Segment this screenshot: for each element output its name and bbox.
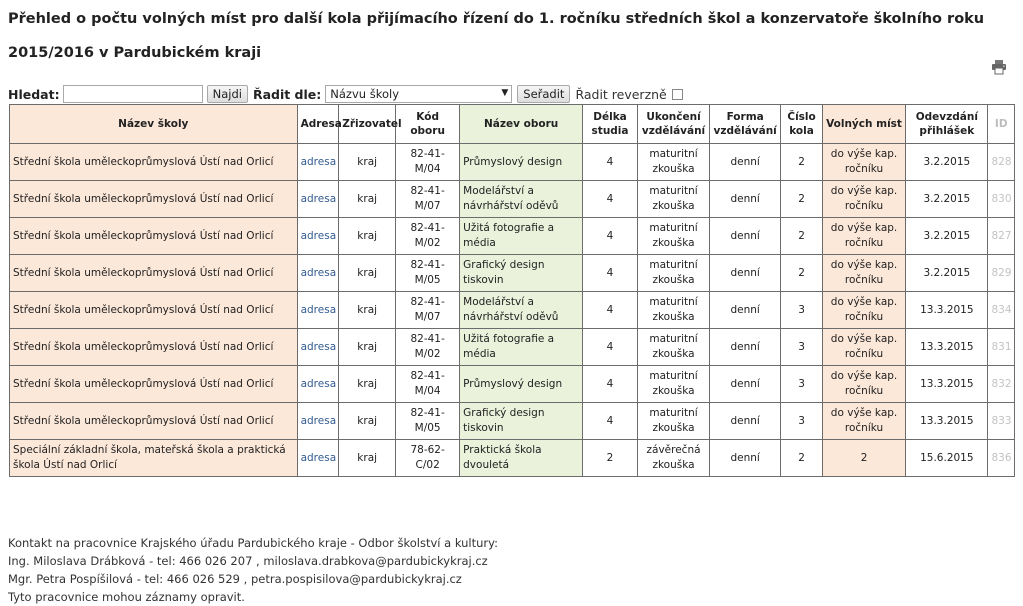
cell-id: 834 xyxy=(988,292,1015,329)
cell-address xyxy=(297,329,339,366)
cell-address xyxy=(297,292,339,329)
cell-deadline: 3.2.2015 xyxy=(906,218,988,255)
cell-id: 832 xyxy=(988,366,1015,403)
cell-code: 82-41-M/02 xyxy=(396,218,460,255)
header-field[interactable]: Název oboru xyxy=(460,105,583,144)
cell-places: do výše kap. ročníku xyxy=(822,292,905,329)
table-row xyxy=(10,255,1015,292)
cell-round: 3 xyxy=(781,403,823,440)
address-link[interactable]: adresa xyxy=(300,155,337,168)
cell-completion: maturitní zkouška xyxy=(637,403,709,440)
cell-length: 4 xyxy=(583,144,638,181)
cell-length: 2 xyxy=(583,440,638,477)
cell-places: do výše kap. ročníku xyxy=(822,366,905,403)
cell-completion: maturitní zkouška xyxy=(637,329,709,366)
contact-note: Tyto pracovnice mohou záznamy opravit. xyxy=(8,590,245,604)
cell-school: Střední škola uměleckoprůmyslová Ústí nad Orlicí xyxy=(10,255,298,292)
table-row xyxy=(10,218,1015,255)
cell-address xyxy=(297,181,339,218)
table-row xyxy=(10,144,1015,181)
cell-deadline: 13.3.2015 xyxy=(906,403,988,440)
cell-deadline: 13.3.2015 xyxy=(906,329,988,366)
cell-length: 4 xyxy=(583,292,638,329)
search-label: Hledat: xyxy=(8,86,60,102)
cell-school: Střední škola uměleckoprůmyslová Ústí nad Orlicí xyxy=(10,181,298,218)
cell-form: denní xyxy=(710,255,781,292)
sort-select[interactable] xyxy=(325,85,512,103)
address-link[interactable]: adresa xyxy=(300,377,337,390)
header-length[interactable]: Délka studia xyxy=(583,105,638,144)
cell-id: 833 xyxy=(988,403,1015,440)
cell-round: 3 xyxy=(781,366,823,403)
table-header-row xyxy=(10,105,1015,144)
cell-places: do výše kap. ročníku xyxy=(822,255,905,292)
address-link[interactable]: adresa xyxy=(300,229,337,242)
contact-info xyxy=(8,534,498,606)
cell-address xyxy=(297,255,339,292)
cell-founder: kraj xyxy=(339,292,396,329)
cell-length: 4 xyxy=(583,403,638,440)
cell-school: Střední škola uměleckoprůmyslová Ústí nad Orlicí xyxy=(10,292,298,329)
cell-form: denní xyxy=(710,181,781,218)
cell-round: 2 xyxy=(781,181,823,218)
cell-field: Grafický design tiskovin xyxy=(460,255,583,292)
cell-completion: maturitní zkouška xyxy=(637,292,709,329)
cell-completion: maturitní zkouška xyxy=(637,255,709,292)
cell-field: Praktická škola dvouletá xyxy=(460,440,583,477)
header-round[interactable]: Číslo kola xyxy=(781,105,823,144)
cell-length: 4 xyxy=(583,366,638,403)
table-row xyxy=(10,329,1015,366)
cell-deadline: 3.2.2015 xyxy=(906,181,988,218)
cell-deadline: 3.2.2015 xyxy=(906,255,988,292)
cell-form: denní xyxy=(710,218,781,255)
cell-code: 82-41-M/05 xyxy=(396,403,460,440)
address-link[interactable]: adresa xyxy=(300,340,337,353)
cell-round: 2 xyxy=(781,255,823,292)
cell-length: 4 xyxy=(583,255,638,292)
cell-form: denní xyxy=(710,144,781,181)
cell-completion: maturitní zkouška xyxy=(637,218,709,255)
cell-field: Modelářství a návrhářství oděvů xyxy=(460,292,583,329)
cell-places: do výše kap. ročníku xyxy=(822,181,905,218)
contact-heading: Kontakt na pracovnice Krajského úřadu Pardubického kraje - Odbor školství a kultury: xyxy=(8,536,498,550)
cell-school: Střední škola uměleckoprůmyslová Ústí nad Orlicí xyxy=(10,366,298,403)
cell-field: Modelářství a návrhářství oděvů xyxy=(460,181,583,218)
cell-code: 82-41-M/02 xyxy=(396,329,460,366)
cell-round: 2 xyxy=(781,144,823,181)
address-link[interactable]: adresa xyxy=(300,266,337,279)
cell-form: denní xyxy=(710,403,781,440)
cell-deadline: 3.2.2015 xyxy=(906,144,988,181)
page-title: Přehled o počtu volných míst pro další kola přijímacího řízení do 1. ročníku středních škol a konzervatoře školního roku 2015/2016 v Pardubickém kraji xyxy=(8,11,985,61)
cell-founder: kraj xyxy=(339,144,396,181)
cell-founder: kraj xyxy=(339,403,396,440)
cell-places: do výše kap. ročníku xyxy=(822,403,905,440)
cell-founder: kraj xyxy=(339,218,396,255)
cell-completion: maturitní zkouška xyxy=(637,366,709,403)
cell-places: do výše kap. ročníku xyxy=(822,144,905,181)
table-row xyxy=(10,292,1015,329)
cell-form: denní xyxy=(710,292,781,329)
cell-founder: kraj xyxy=(339,440,396,477)
cell-school: Střední škola uměleckoprůmyslová Ústí nad Orlicí xyxy=(10,144,298,181)
cell-completion: závěrečná zkouška xyxy=(637,440,709,477)
cell-address xyxy=(297,366,339,403)
contact-person-2: Mgr. Petra Pospíšilová - tel: 466 026 529 , petra.pospisilova@pardubickykraj.cz xyxy=(8,572,462,586)
reverse-sort-checkbox[interactable] xyxy=(672,89,683,100)
cell-length: 4 xyxy=(583,181,638,218)
cell-round: 2 xyxy=(781,218,823,255)
header-code[interactable]: Kód oboru xyxy=(396,105,460,144)
cell-round: 3 xyxy=(781,292,823,329)
cell-school: Střední škola uměleckoprůmyslová Ústí nad Orlicí xyxy=(10,403,298,440)
cell-school: Střední škola uměleckoprůmyslová Ústí nad Orlicí xyxy=(10,329,298,366)
cell-id: 829 xyxy=(988,255,1015,292)
cell-address xyxy=(297,403,339,440)
address-link[interactable]: adresa xyxy=(300,451,337,464)
table-row xyxy=(10,403,1015,440)
cell-code: 82-41-M/04 xyxy=(396,366,460,403)
header-id[interactable]: ID xyxy=(988,105,1015,144)
cell-code: 82-41-M/07 xyxy=(396,181,460,218)
sort-label: Řadit dle: xyxy=(252,86,322,102)
cell-length: 4 xyxy=(583,329,638,366)
cell-code: 78-62-C/02 xyxy=(396,440,460,477)
cell-places: do výše kap. ročníku xyxy=(822,329,905,366)
cell-id: 831 xyxy=(988,329,1015,366)
vacancies-table xyxy=(9,104,1015,477)
cell-round: 3 xyxy=(781,329,823,366)
sort-select-value: Názvu školy xyxy=(330,87,399,101)
cell-founder: kraj xyxy=(339,255,396,292)
cell-code: 82-41-M/07 xyxy=(396,292,460,329)
cell-deadline: 15.6.2015 xyxy=(906,440,988,477)
cell-id: 836 xyxy=(988,440,1015,477)
address-link[interactable]: adresa xyxy=(300,192,337,205)
cell-form: denní xyxy=(710,440,781,477)
search-input[interactable] xyxy=(63,85,203,103)
cell-places: 2 xyxy=(822,440,905,477)
cell-length: 4 xyxy=(583,218,638,255)
header-places[interactable]: Volných míst xyxy=(822,105,905,144)
header-address[interactable]: Adresa xyxy=(297,105,339,144)
address-link[interactable]: adresa xyxy=(300,414,337,427)
cell-completion: maturitní zkouška xyxy=(637,181,709,218)
cell-id: 830 xyxy=(988,181,1015,218)
header-form[interactable]: Forma vzdělávání xyxy=(710,105,781,144)
table-body xyxy=(10,144,1015,477)
cell-school: Speciální základní škola, mateřská škola a praktická škola Ústí nad Orlicí xyxy=(10,440,298,477)
search-bar xyxy=(8,84,683,104)
cell-address xyxy=(297,218,339,255)
cell-deadline: 13.3.2015 xyxy=(906,292,988,329)
contact-person-1: Ing. Miloslava Drábková - tel: 466 026 207 , miloslava.drabkova@pardubickykraj.cz xyxy=(8,554,488,568)
header-founder[interactable]: Zřizovatel xyxy=(339,105,396,144)
cell-id: 827 xyxy=(988,218,1015,255)
cell-deadline: 13.3.2015 xyxy=(906,366,988,403)
cell-round: 2 xyxy=(781,440,823,477)
printer-icon[interactable] xyxy=(991,60,1007,74)
cell-field: Užitá fotografie a média xyxy=(460,329,583,366)
header-completion[interactable]: Ukončení vzdělávání xyxy=(637,105,709,144)
cell-places: do výše kap. ročníku xyxy=(822,218,905,255)
address-link[interactable]: adresa xyxy=(300,303,337,316)
cell-id: 828 xyxy=(988,144,1015,181)
search-button[interactable]: Najdi xyxy=(207,85,248,103)
sort-button[interactable]: Seřadit xyxy=(517,85,570,103)
table-row xyxy=(10,366,1015,403)
header-deadline[interactable]: Odevzdání přihlášek xyxy=(906,105,988,144)
cell-completion: maturitní zkouška xyxy=(637,144,709,181)
cell-field: Průmyslový design xyxy=(460,144,583,181)
cell-field: Grafický design tiskovin xyxy=(460,403,583,440)
cell-field: Průmyslový design xyxy=(460,366,583,403)
cell-founder: kraj xyxy=(339,329,396,366)
table-row xyxy=(10,181,1015,218)
header-school[interactable]: Název školy xyxy=(10,105,298,144)
cell-field: Užitá fotografie a média xyxy=(460,218,583,255)
cell-founder: kraj xyxy=(339,366,396,403)
cell-code: 82-41-M/05 xyxy=(396,255,460,292)
cell-school: Střední škola uměleckoprůmyslová Ústí nad Orlicí xyxy=(10,218,298,255)
cell-address xyxy=(297,144,339,181)
cell-address xyxy=(297,440,339,477)
cell-form: denní xyxy=(710,366,781,403)
dropdown-arrow-icon: ▼ xyxy=(501,88,509,98)
table-row xyxy=(10,440,1015,477)
cell-founder: kraj xyxy=(339,181,396,218)
cell-form: denní xyxy=(710,329,781,366)
cell-code: 82-41-M/04 xyxy=(396,144,460,181)
reverse-sort-label: Řadit reverzně xyxy=(575,86,667,102)
